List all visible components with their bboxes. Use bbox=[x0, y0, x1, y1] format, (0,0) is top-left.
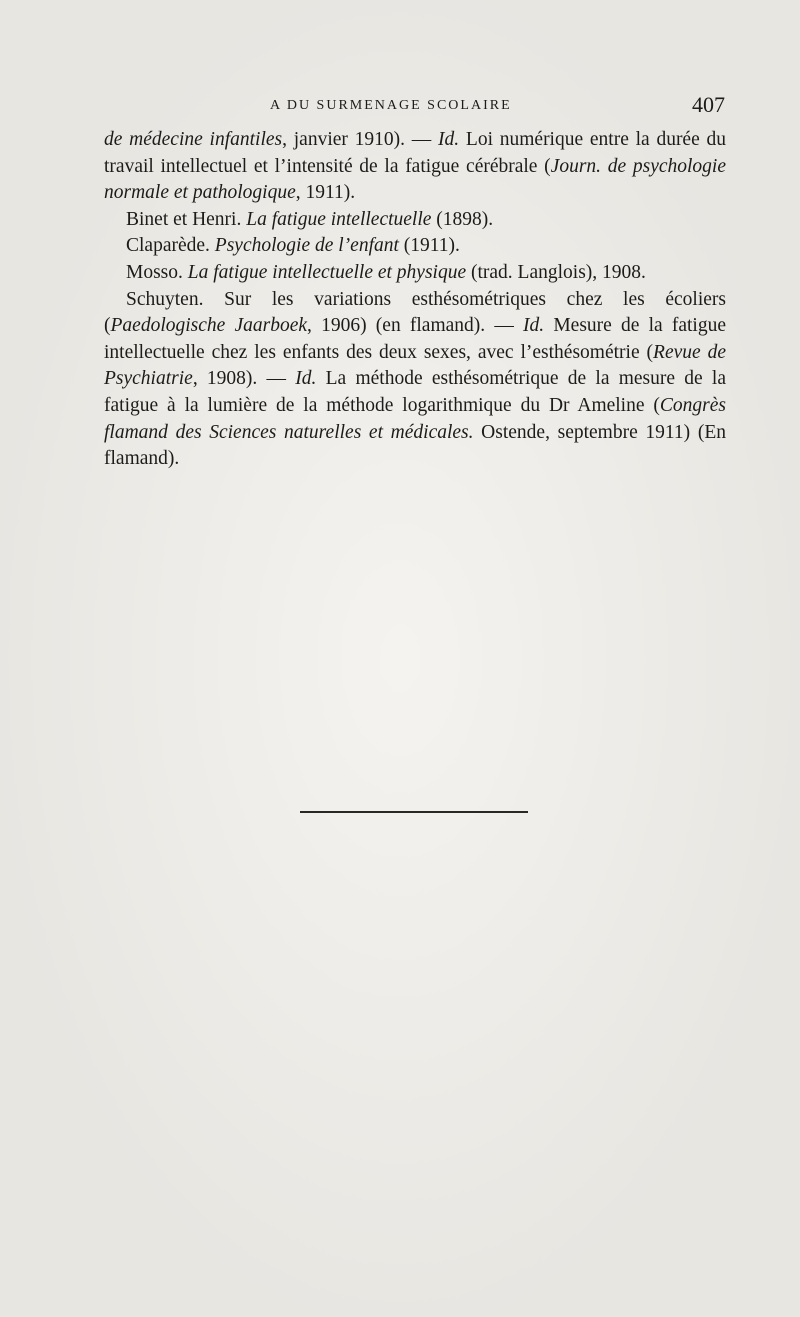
italic-text-run: Journ. de psychologie normale et pathologique bbox=[104, 155, 726, 204]
text-run: Ostende, septembre 1911) (En flamand). bbox=[104, 421, 726, 470]
italic-text-run: Id. bbox=[438, 129, 460, 150]
text-run: Mosso. bbox=[126, 261, 188, 283]
page-header bbox=[270, 92, 725, 122]
italic-text-run: Id. bbox=[523, 315, 545, 337]
italic-text-run: La fatigue intellectuelle bbox=[246, 208, 432, 230]
text-run: (1911). bbox=[398, 235, 460, 257]
bibliography-entry bbox=[104, 233, 726, 260]
italic-text-run: de médecine infantiles bbox=[104, 129, 283, 150]
text-run: , 1908). — bbox=[192, 368, 296, 390]
text-run: Mesure de la fatigue intellectuelle chez les enfants des deux sexes, avec l’esthésométrie ( bbox=[104, 315, 726, 363]
bibliography-entry bbox=[104, 207, 726, 234]
bibliography-entry bbox=[104, 127, 726, 207]
italic-text-run: Revue de Psychiatrie bbox=[104, 341, 726, 390]
italic-text-run: La fatigue intellectuelle et physique bbox=[187, 261, 467, 283]
running-title: A DU SURMENAGE SCOLAIRE bbox=[270, 98, 512, 113]
text-run: Binet et Henri. bbox=[126, 208, 247, 230]
text-run: (1898). bbox=[431, 208, 494, 230]
italic-text-run: Paedologische Jaarboek bbox=[110, 315, 308, 337]
bibliography-entry bbox=[104, 287, 726, 473]
page-number: 407 bbox=[692, 92, 725, 117]
section-divider-rule bbox=[300, 811, 528, 813]
text-run: , janvier 1910). — bbox=[282, 129, 439, 150]
text-run: , 1911). bbox=[295, 182, 356, 204]
bibliography-text bbox=[104, 127, 726, 473]
text-run: La méthode esthésométrique de la mesure de la fatigue à la lumière de la méthode logarithmique du Dr Ameline ( bbox=[104, 368, 726, 416]
text-run: Schuyten. Sur les variations esthésométriques chez les écoliers ( bbox=[104, 288, 726, 337]
text-run: Claparède. bbox=[126, 235, 215, 257]
bibliography-entry bbox=[104, 260, 726, 287]
italic-text-run: Psychologie de l’enfant bbox=[214, 235, 399, 257]
italic-text-run: Id. bbox=[295, 368, 317, 390]
text-run: Loi numérique entre la durée du travail intellectuel et l’intensité de la fatigue cérébrale ( bbox=[104, 129, 726, 177]
text-run: , 1906) (en flamand). — bbox=[307, 315, 524, 337]
text-run: (trad. Langlois), 1908. bbox=[466, 261, 646, 283]
italic-text-run: Congrès flamand des Sciences naturelles et médicales. bbox=[104, 394, 726, 443]
